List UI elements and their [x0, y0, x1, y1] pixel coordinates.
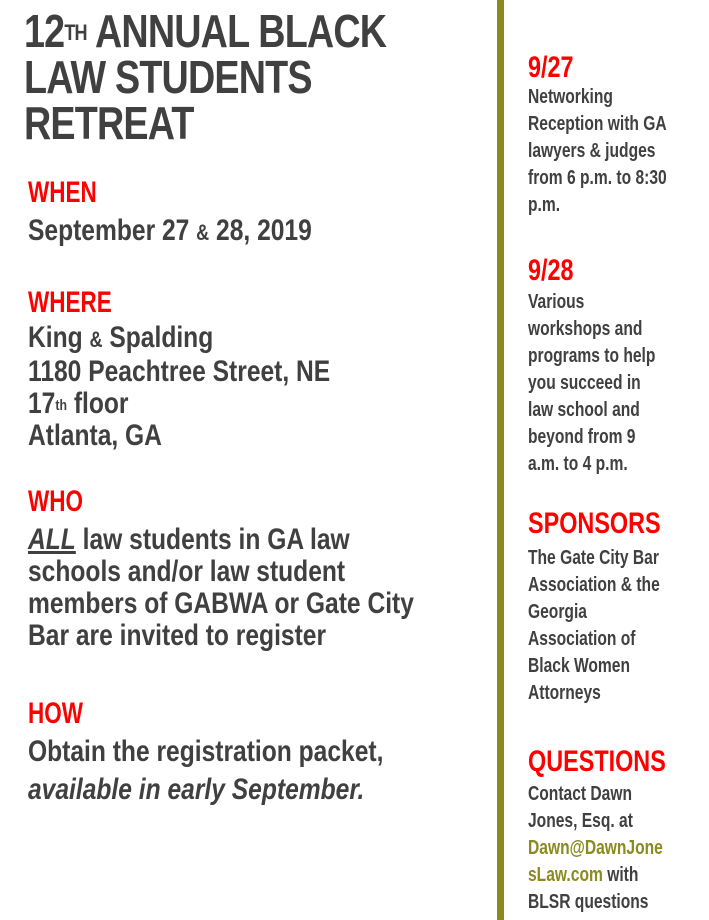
- title-line-1: 12TH ANNUAL BLACK: [24, 5, 387, 57]
- who-heading: WHO: [28, 485, 83, 518]
- who-line-4: Bar are invited to register: [28, 619, 327, 652]
- who-line-3: members of GABWA or Gate City: [28, 587, 414, 620]
- who-line-1: ALL law students in GA law: [28, 523, 350, 556]
- where-line-4: Atlanta, GA: [28, 419, 162, 452]
- email-link-part-2[interactable]: sLaw.com: [528, 864, 603, 886]
- where-line-1: King & Spalding: [28, 321, 214, 354]
- title-line-3: RETREAT: [24, 97, 194, 149]
- sponsors-heading: SPONSORS: [528, 507, 661, 540]
- where-line-2: 1180 Peachtree Street, NE: [28, 355, 331, 388]
- day2-date: 9/28: [528, 254, 574, 287]
- who-line-2: schools and/or law student: [28, 555, 346, 588]
- when-date: September 27 & 28, 2019: [28, 214, 312, 247]
- page-title: [24, 5, 387, 149]
- where-address: [28, 322, 330, 452]
- email-link-part-1[interactable]: Dawn@DawnJone: [528, 837, 663, 859]
- where-line-3: 17th floor: [28, 387, 129, 420]
- day2-description: Various workshops and programs to help you succeed in law school and beyond from 9 a.m. to 4 p.m.: [528, 291, 656, 475]
- where-heading: WHERE: [28, 286, 112, 319]
- who-text: [28, 524, 414, 652]
- vertical-divider: [497, 0, 504, 920]
- questions-text: Contact Dawn Jones, Esq. at Dawn@DawnJone sLaw.com with BLSR questions: [528, 783, 663, 913]
- how-line-2: available in early September.: [28, 773, 365, 806]
- when-heading: WHEN: [28, 176, 97, 209]
- day1-description: Networking Reception with GA lawyers & judges from 6 p.m. to 8:30 p.m.: [528, 86, 667, 216]
- how-line-1: Obtain the registration packet,: [28, 735, 384, 768]
- how-heading: HOW: [28, 697, 83, 730]
- title-line-2: LAW STUDENTS: [24, 51, 312, 103]
- day1-date: 9/27: [528, 51, 574, 84]
- sponsors-text: The Gate City Bar Association & the Georgia Association of Black Women Attorneys: [528, 547, 660, 704]
- how-text: [28, 736, 383, 806]
- questions-heading: QUESTIONS: [528, 745, 666, 778]
